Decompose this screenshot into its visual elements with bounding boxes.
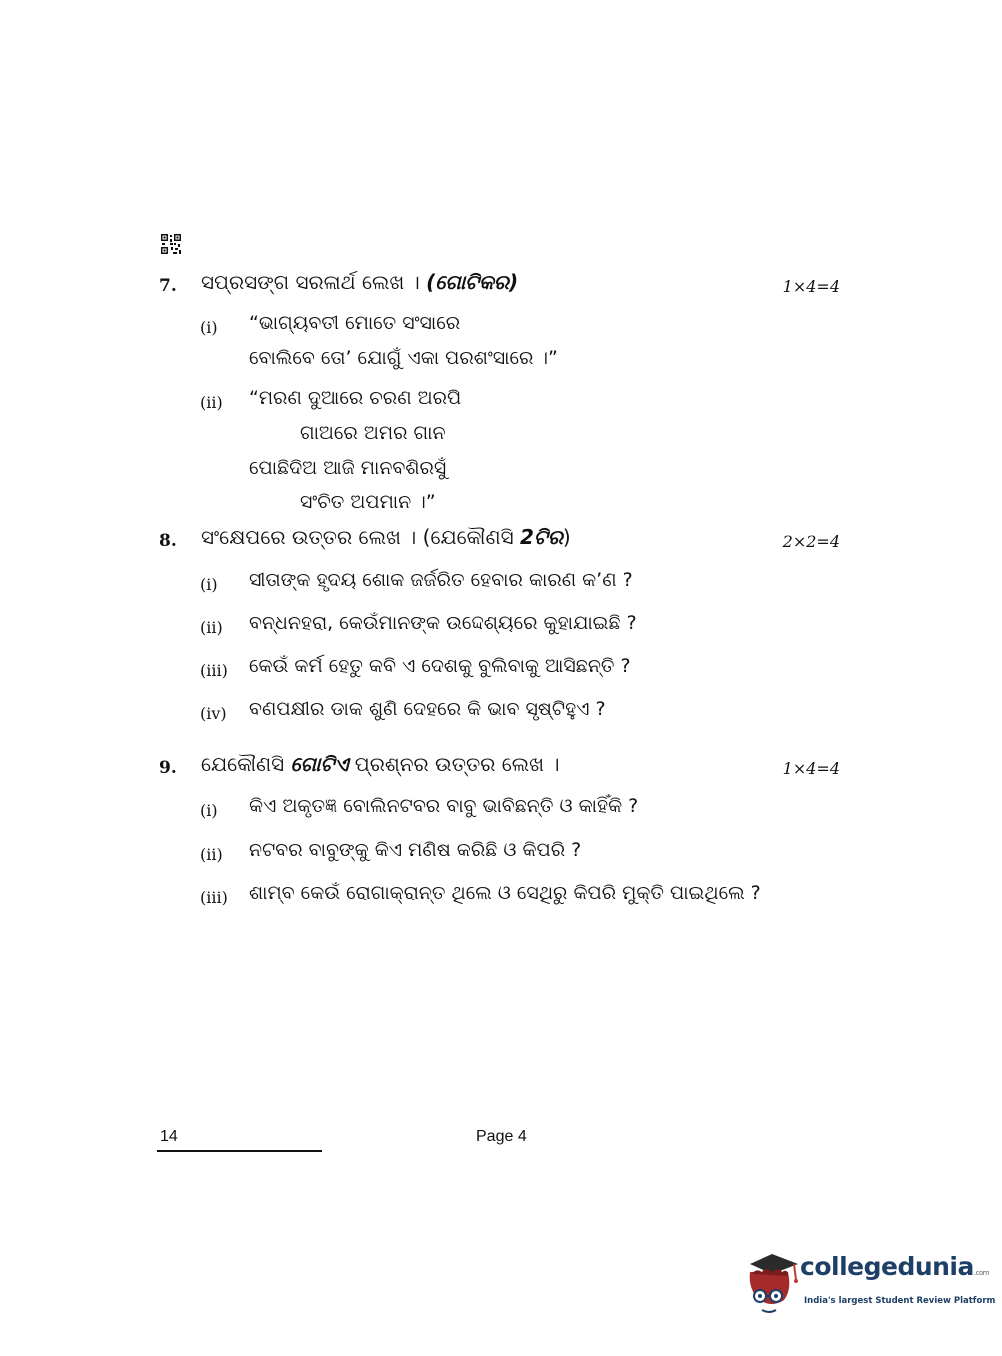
q7-item-2-line-1: “ମରଣ ଦୁଆରେ ଚରଣ ଅରପି [249,387,462,409]
question-7-number: 7. [159,276,177,296]
q8-item-label: (iv) [200,704,227,723]
logo-suffix: .com [973,1269,990,1277]
q8-item-label: (iii) [200,661,228,680]
q8-item-label: (i) [200,575,218,594]
question-9-number: 9. [159,758,177,778]
logo-wordmark: collegedunia [800,1252,974,1281]
question-8-number: 8. [159,531,177,551]
q8-item-label: (ii) [200,618,223,637]
q9-item-label: (iii) [200,888,228,907]
q8-item-3-text: କେଉଁ କର୍ମ ହେତୁ କବି ଏ ଦେଶକୁ ବୁଲିବାକୁ ଆସିଛନ୍ତି ? [249,655,631,677]
q8-item-2-text: ବନ୍ଧନହରା, କେଉଁମାନଙ୍କ ଉଦ୍ଦେଶ୍ୟରେ କୁହାଯାଇଛି ? [249,612,637,634]
paper-code: 14 [160,1128,178,1145]
q9-item-1-text: କିଏ ଅକୃତଜ୍ଞ ବୋଲିନଟବର ବାବୁ ଭାବିଛନ୍ତି ଓ କାହିଁକି ? [249,795,639,817]
q7-item-label: (ii) [200,393,223,412]
q9-item-3-text: ଶାମ୍ବ କେଉଁ ରୋଗାକ୍ରାନ୍ତ ଥିଲେ ଓ ସେଥିରୁ କିପରି ମୁକ୍ତି ପାଇଥିଲେ ? [249,882,761,904]
q7-item-2-line-2: ଗାଅରେ ଅମର ଗାନ [300,422,446,444]
q7-item-1-line-2: ବୋଲିବେ ତୋ’ ଯୋଗୁଁ ଏକା ପରଶଂସାରେ ।” [249,347,558,369]
question-7-emphasis: (ଗୋଟିକର) [426,270,519,294]
question-9-marks: 1×4=4 [782,759,840,778]
q8-item-1-text: ସୀତାଙ୍କ ହୃଦୟ ଶୋକ ଜର୍ଜରିତ ହେବାର କାରଣ କ’ଣ ? [249,569,633,591]
qr-code-icon [160,233,182,255]
question-7-marks: 1×4=4 [782,277,840,296]
q7-item-label: (i) [200,318,218,337]
question-8-marks: 2×2=4 [782,532,840,551]
q7-item-2-line-3: ପୋଛିଦିଅ ଆଜି ମାନବଶିରସୁଁ [249,457,447,479]
question-7-prompt: ସପ୍ରସଙ୍ଗ ସରଳାର୍ଥ ଲେଖ । (ଗୋଟିକର) [201,270,519,294]
q7-item-1-line-1: “ଭାଗ୍ୟବତୀ ମୋତେ ସଂସାରେ [249,312,461,334]
q8-item-4-text: ବଣପକ୍ଷୀର ଡାକ ଶୁଣି ଦେହରେ କି ଭାବ ସୃଷ୍ଟିହୁଏ ? [249,698,606,720]
question-9-emphasis: ଗୋଟିଏ [290,752,349,776]
logo-tagline: India's largest Student Review Platform [804,1296,996,1306]
question-8-prompt: ସଂକ୍ଷେପରେ ଉତ୍ତର ଲେଖ । (ଯେକୌଣସି 2ଟିର) [201,525,571,549]
collegedunia-logo [742,1250,996,1320]
q9-item-2-text: ନଟବର ବାବୁଙ୍କୁ କିଏ ମଣିଷ କରିଛି ଓ କିପରି ? [249,839,582,861]
question-9-prompt: ଯେକୌଣସି ଗୋଟିଏ ପ୍ରଶ୍ନର ଉତ୍ତର ଲେଖ । [201,752,560,776]
q7-item-2-line-4: ସଂଚିତ ଅପମାନ ।” [300,491,436,513]
mascot-icon [742,1250,802,1320]
page-number: Page 4 [476,1128,527,1145]
question-8-emphasis: 2ଟିର [519,525,563,549]
q9-item-label: (i) [200,801,218,820]
q9-item-label: (ii) [200,845,223,864]
footer-divider [157,1150,322,1152]
